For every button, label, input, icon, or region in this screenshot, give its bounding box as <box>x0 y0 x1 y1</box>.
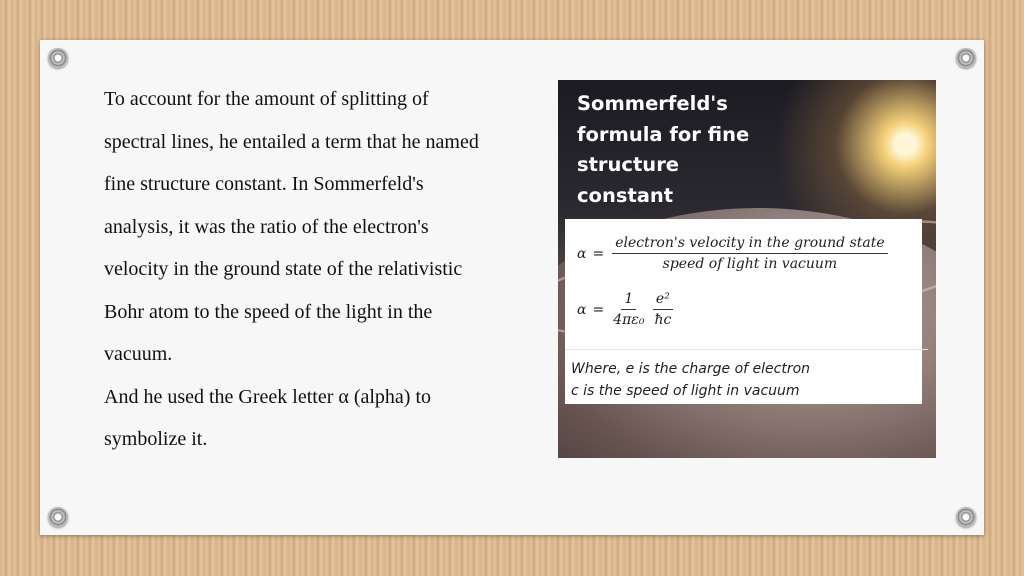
numerator: e² <box>653 291 673 310</box>
formula-ratio <box>577 235 888 272</box>
fraction <box>612 235 887 272</box>
numerator: 1 <box>621 291 636 310</box>
pushpin-icon <box>956 48 976 68</box>
text-line: spectral lines, he entailed a term that he named <box>104 130 479 153</box>
figure-title: Sommerfeld's formula for fine structure constant <box>577 92 750 207</box>
note-line: Where, e is the charge of electron <box>571 361 811 377</box>
text-line: And he used the Greek letter α (alpha) to <box>104 385 432 408</box>
text-line: To account for the amount of splitting of <box>104 88 429 110</box>
equals-sign: = <box>592 301 605 318</box>
pushpin-icon <box>956 507 976 527</box>
text-line: symbolize it. <box>104 428 208 450</box>
note-line: c is the speed of light in vacuum <box>571 383 800 399</box>
slide-board <box>40 40 984 535</box>
alpha-symbol: α <box>577 245 587 262</box>
text-line: velocity in the ground state of the relativistic <box>104 258 463 280</box>
text-line: analysis, it was the ratio of the electron's <box>104 215 429 238</box>
equals-sign: = <box>592 245 605 262</box>
formula-constants <box>577 291 674 328</box>
numerator: electron's velocity in the ground state <box>612 235 887 254</box>
pushpin-icon <box>48 507 68 527</box>
denominator: speed of light in vacuum <box>662 256 838 272</box>
text-line: Bohr atom to the speed of the light in the <box>104 300 433 323</box>
slide-body-text <box>104 78 554 461</box>
text-line: fine structure constant. In Sommerfeld's <box>104 173 424 195</box>
formula-note <box>565 349 928 402</box>
fraction <box>610 291 647 328</box>
formula-image <box>558 80 936 458</box>
alpha-symbol: α <box>577 301 587 318</box>
fraction <box>651 291 674 328</box>
pushpin-icon <box>48 48 68 68</box>
text-line: vacuum. <box>104 343 173 365</box>
denominator: ħc <box>654 312 672 328</box>
formula-box <box>565 219 922 404</box>
denominator: 4πε₀ <box>613 312 645 328</box>
